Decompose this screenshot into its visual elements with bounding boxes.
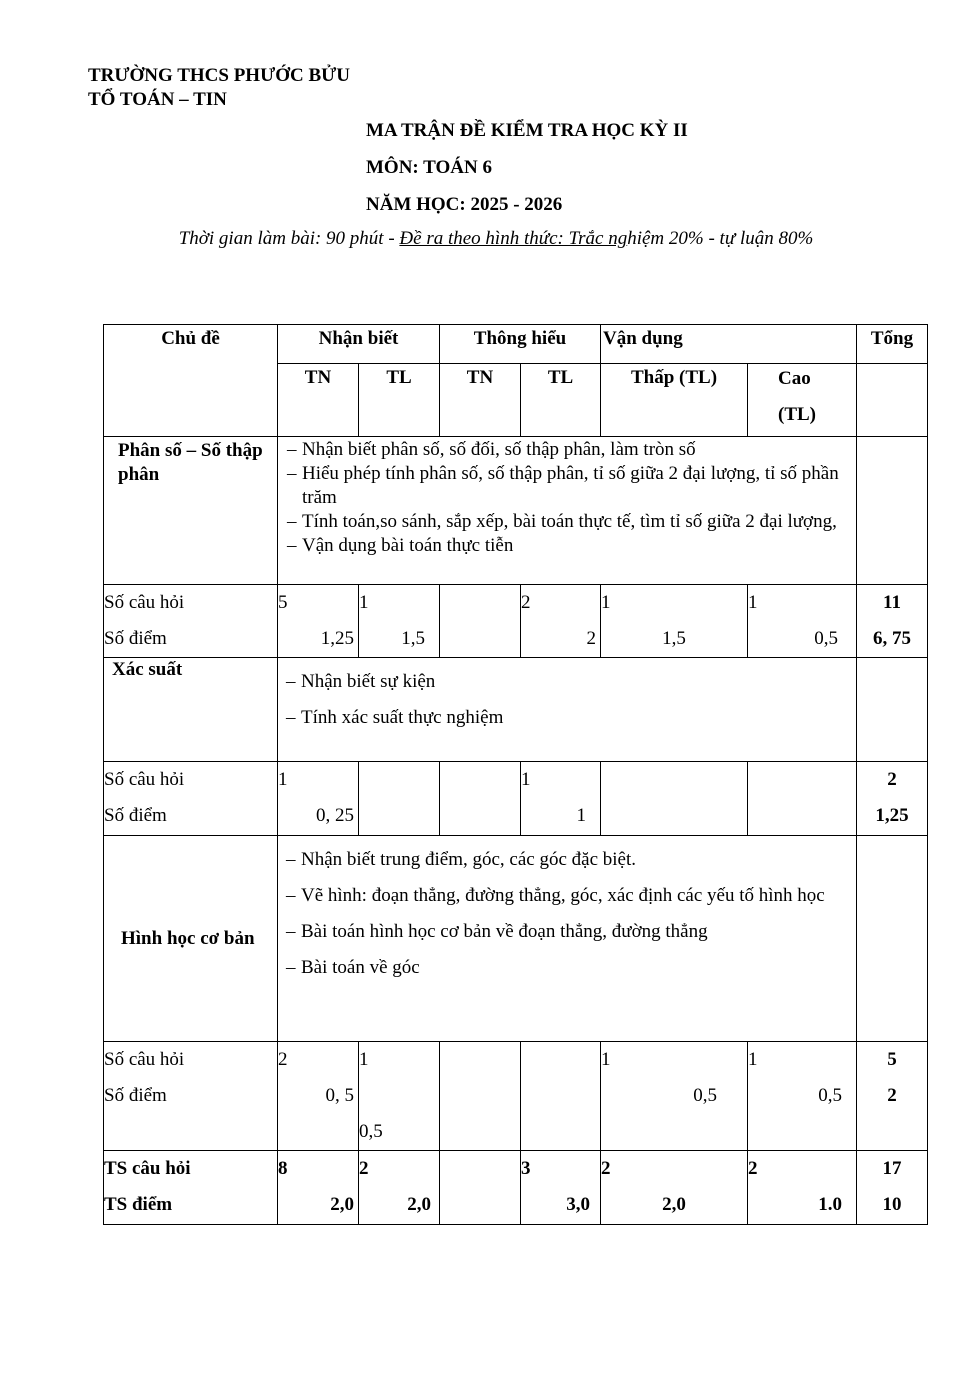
topic-fractions: Phân số – Số thập phân (104, 437, 278, 585)
total-cell: 5 2 (857, 1042, 928, 1151)
total-stat-cell: 8 2,0 (278, 1151, 359, 1225)
col-topic-header: Chủ đề (104, 325, 278, 437)
objective-item: – Nhận biết trung điểm, góc, các góc đặc biệt. (286, 849, 637, 870)
sub-header-high: Cao (TL) (748, 364, 857, 437)
stat-cell (521, 1042, 601, 1151)
objective-item: – Vận dụng bài toán thực tiễn (287, 535, 514, 556)
total-stat-cell: 2 2,0 (601, 1151, 748, 1225)
stat-cell: 5 1,25 (278, 585, 359, 658)
subject-line: MÔN: TOÁN 6 (366, 157, 492, 178)
total-stat-cell: 2 1.0 (748, 1151, 857, 1225)
stats-labels: Số câu hỏi Số điểm (104, 762, 278, 836)
col-total-header: Tổng (857, 325, 928, 364)
objective-item: – Tính toán,so sánh, sắp xếp, bài toán thực tế, tìm tỉ số giữa 2 đại lượng, (287, 511, 837, 532)
objectives-cell (278, 658, 857, 762)
stat-cell (748, 762, 857, 836)
exam-time-note: Thời gian làm bài: 90 phút - Đề ra theo hình thức: Trắc nghiệm 20% - tự luận 80% (178, 228, 814, 249)
objectives-cell (278, 437, 857, 585)
empty-cell (857, 437, 928, 585)
stat-cell: 2 0, 5 (278, 1042, 359, 1151)
department-name: TỔ TOÁN – TIN (88, 89, 227, 110)
section-stats-row (104, 762, 928, 836)
stat-cell: 1 1,5 (601, 585, 748, 658)
topic-basic-geometry: Hình học cơ bản (104, 836, 278, 1042)
stat-cell: 1 0, 25 (278, 762, 359, 836)
objective-item: – Vẽ hình: đoạn thẳng, đường thẳng, góc, xác định các yếu tố hình học (286, 885, 825, 906)
topic-probability: Xác suất (104, 658, 278, 762)
school-year: NĂM HỌC: 2025 - 2026 (366, 194, 563, 215)
empty-cell (857, 658, 928, 762)
total-stat-cell: 2 2,0 (359, 1151, 440, 1225)
total-stat-cell: 3 3,0 (521, 1151, 601, 1225)
stat-cell: 1 0,5 (359, 1042, 440, 1151)
stats-labels: Số câu hỏi Số điểm (104, 585, 278, 658)
header-row-1 (104, 325, 928, 364)
stat-cell (440, 585, 521, 658)
stat-cell: 2 2 (521, 585, 601, 658)
section-content-row (104, 658, 928, 762)
section-stats-row (104, 1042, 928, 1151)
stat-cell: 1 1,5 (359, 585, 440, 658)
section-content-row (104, 836, 928, 1042)
stat-cell: 1 0,5 (748, 1042, 857, 1151)
objective-item: – Tính xác suất thực nghiệm (286, 707, 504, 728)
total-cell: 2 1,25 (857, 762, 928, 836)
objective-item: – Hiểu phép tính phân số, số thập phân, tỉ số giữa 2 đại lượng, tỉ số phần trăm (287, 463, 839, 508)
col-recognize-header: Nhận biết (278, 325, 440, 364)
sub-header-tl: TL (521, 364, 601, 437)
total-cell: 11 6, 75 (857, 585, 928, 658)
section-content-row (104, 437, 928, 585)
document-title: MA TRẬN ĐỀ KIỂM TRA HỌC KỲ II (366, 120, 688, 141)
stat-cell (440, 1042, 521, 1151)
school-header (88, 64, 350, 112)
objective-item: – Bài toán hình học cơ bản về đoạn thẳng, đường thẳng (286, 921, 708, 942)
grand-total-cell: 17 10 (857, 1151, 928, 1225)
assessment-matrix-table (103, 324, 928, 1225)
totals-row (104, 1151, 928, 1225)
col-apply-header: Vận dụng (601, 325, 857, 364)
stats-labels: Số câu hỏi Số điểm (104, 1042, 278, 1151)
stat-cell: 1 0,5 (748, 585, 857, 658)
objective-item: – Bài toán về góc (286, 957, 420, 978)
stat-cell: 1 1 (521, 762, 601, 836)
objectives-cell (278, 836, 857, 1042)
sub-header-low: Thấp (TL) (601, 364, 748, 437)
stat-cell: 1 0,5 (601, 1042, 748, 1151)
empty-cell (857, 364, 928, 437)
col-understand-header: Thông hiểu (440, 325, 601, 364)
stat-cell (359, 762, 440, 836)
section-stats-row (104, 585, 928, 658)
objective-item: – Nhận biết sự kiện (286, 671, 436, 692)
sub-header-tn: TN (278, 364, 359, 437)
stat-cell (601, 762, 748, 836)
total-stat-cell (440, 1151, 521, 1225)
sub-header-tn: TN (440, 364, 521, 437)
empty-cell (857, 836, 928, 1042)
objective-item: – Nhận biết phân số, số đối, số thập phân, làm tròn số (287, 439, 696, 460)
school-name: TRƯỜNG THCS PHƯỚC BỬU (88, 65, 350, 86)
sub-header-tl: TL (359, 364, 440, 437)
stat-cell (440, 762, 521, 836)
totals-labels: TS câu hỏi TS điểm (104, 1151, 278, 1225)
